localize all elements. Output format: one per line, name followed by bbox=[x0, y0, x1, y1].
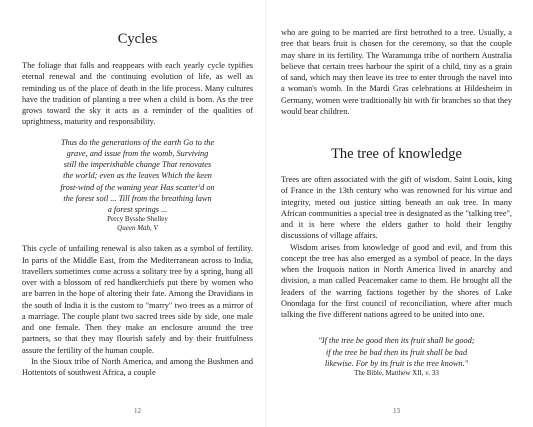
section-title-cycles: Cycles bbox=[117, 31, 158, 47]
shelley-quote bbox=[22, 137, 253, 234]
quote-line: Thus do the generations of the earth Go to the bbox=[60, 137, 215, 147]
gutter-divider bbox=[265, 0, 266, 427]
page-number: 12 bbox=[134, 407, 141, 415]
left-page bbox=[22, 0, 253, 427]
paragraph: This cycle of unfailing renewal is also taken as a symbol of fertility. In parts of the Middle East, from the Mediterranean across to India, travellers sometimes come across a solitary tree by a spring, hung all over with a blossom of red handkerchiefs put there by women who are barren in the hope of altering their fate. Among the Dravidians in the south of India it is the custom to "marry" two trees as a mirror of a marriage. The couple plant two sacred trees side by side, one male and one female. Then they make an enclosure around the tree partners, so that they may flourish safely and by their fruitfulness assure the fertility of the human couple. bbox=[22, 244, 253, 355]
paragraph: The foliage that falls and reappears with each yearly cycle typifies eternal renewal and the continuing evolution of life, as well as reminding us of the place of death in the life process. Many cultures have the tradition of planting a tree when a child is born. As the tree grows toward the sky it acts as a reminder of the qualities of uprightness, maturity and responsibility. bbox=[22, 61, 253, 127]
quote-source: The Bible, Matthew XII, v. 33 bbox=[354, 369, 439, 377]
quote-line: grave, and issue from the womb, Surviving bbox=[66, 148, 209, 158]
quote-text bbox=[281, 335, 512, 369]
quote-text bbox=[22, 137, 253, 216]
quote-line: the forest soil ... Till from the breathing lawn bbox=[63, 193, 212, 203]
page-number: 13 bbox=[393, 407, 400, 415]
right-page bbox=[281, 0, 512, 427]
paragraph: In the Sioux tribe of North America, and among the Bushmen and Hottentots of southwest Africa, a couple bbox=[22, 356, 253, 377]
paragraph: Trees are often associated with the gift of wisdom. Saint Louis, king of France in the 13th century who was renowned for his virtue and integrity, meted out justice sitting beneath an oak tree. In many African communities a special tree is designated as the "talking tree", and it is here where the elders gather to hold their lengthy discussions of village affairs. bbox=[281, 175, 512, 241]
quote-line: if the tree be bad then its fruit shall be bad bbox=[325, 347, 468, 357]
quote-line: the world; even as the leaves Which the keen bbox=[63, 171, 212, 181]
quote-line: still the imperishable change That renovates bbox=[63, 160, 212, 169]
quote-line: a forest springs ... bbox=[107, 205, 168, 214]
quote-work: Queen Mab, V bbox=[117, 224, 158, 233]
quote-line: likewise. For by its fruit is the tree known." bbox=[324, 358, 469, 368]
paragraph: who are going to be married are first betrothed to a tree. Usually, a tree that bears fruit is chosen for the ceremony, so that the couple may share in its fertility. The Waramunga tribe of northern Australia believe that certain trees harbour the spirit of a child, tiny as a grain of sand, which may then leave its tree to enter through the navel into a woman's womb. In the Mardi Gras celebrations at Hildesheim in Germany, women were traditionally hit with fir branches so that they would bear children. bbox=[281, 28, 512, 116]
quote-author: Percy Bysshe Shelley bbox=[107, 215, 168, 224]
section-title-tree-of-knowledge: The tree of knowledge bbox=[331, 146, 462, 162]
quote-line: "If the tree be good then its fruit shall be good; bbox=[318, 336, 475, 346]
quote-line: frost-wind of the waning year Has scatter'd on bbox=[60, 182, 215, 192]
paragraph: Wisdom arises from knowledge of good and evil, and from this concept the tree has also emerged as a symbol of peace. In the days when the Iroquois nation in North America lived in anarchy and division, a man called Peacemaker came to them. He brought all the leaders of the warring factions together by the shores of Lake Onondaga for the first council of reconciliation, where after much talking the five different nations agreed to be united into one. bbox=[281, 242, 512, 319]
bible-quote bbox=[281, 335, 512, 378]
